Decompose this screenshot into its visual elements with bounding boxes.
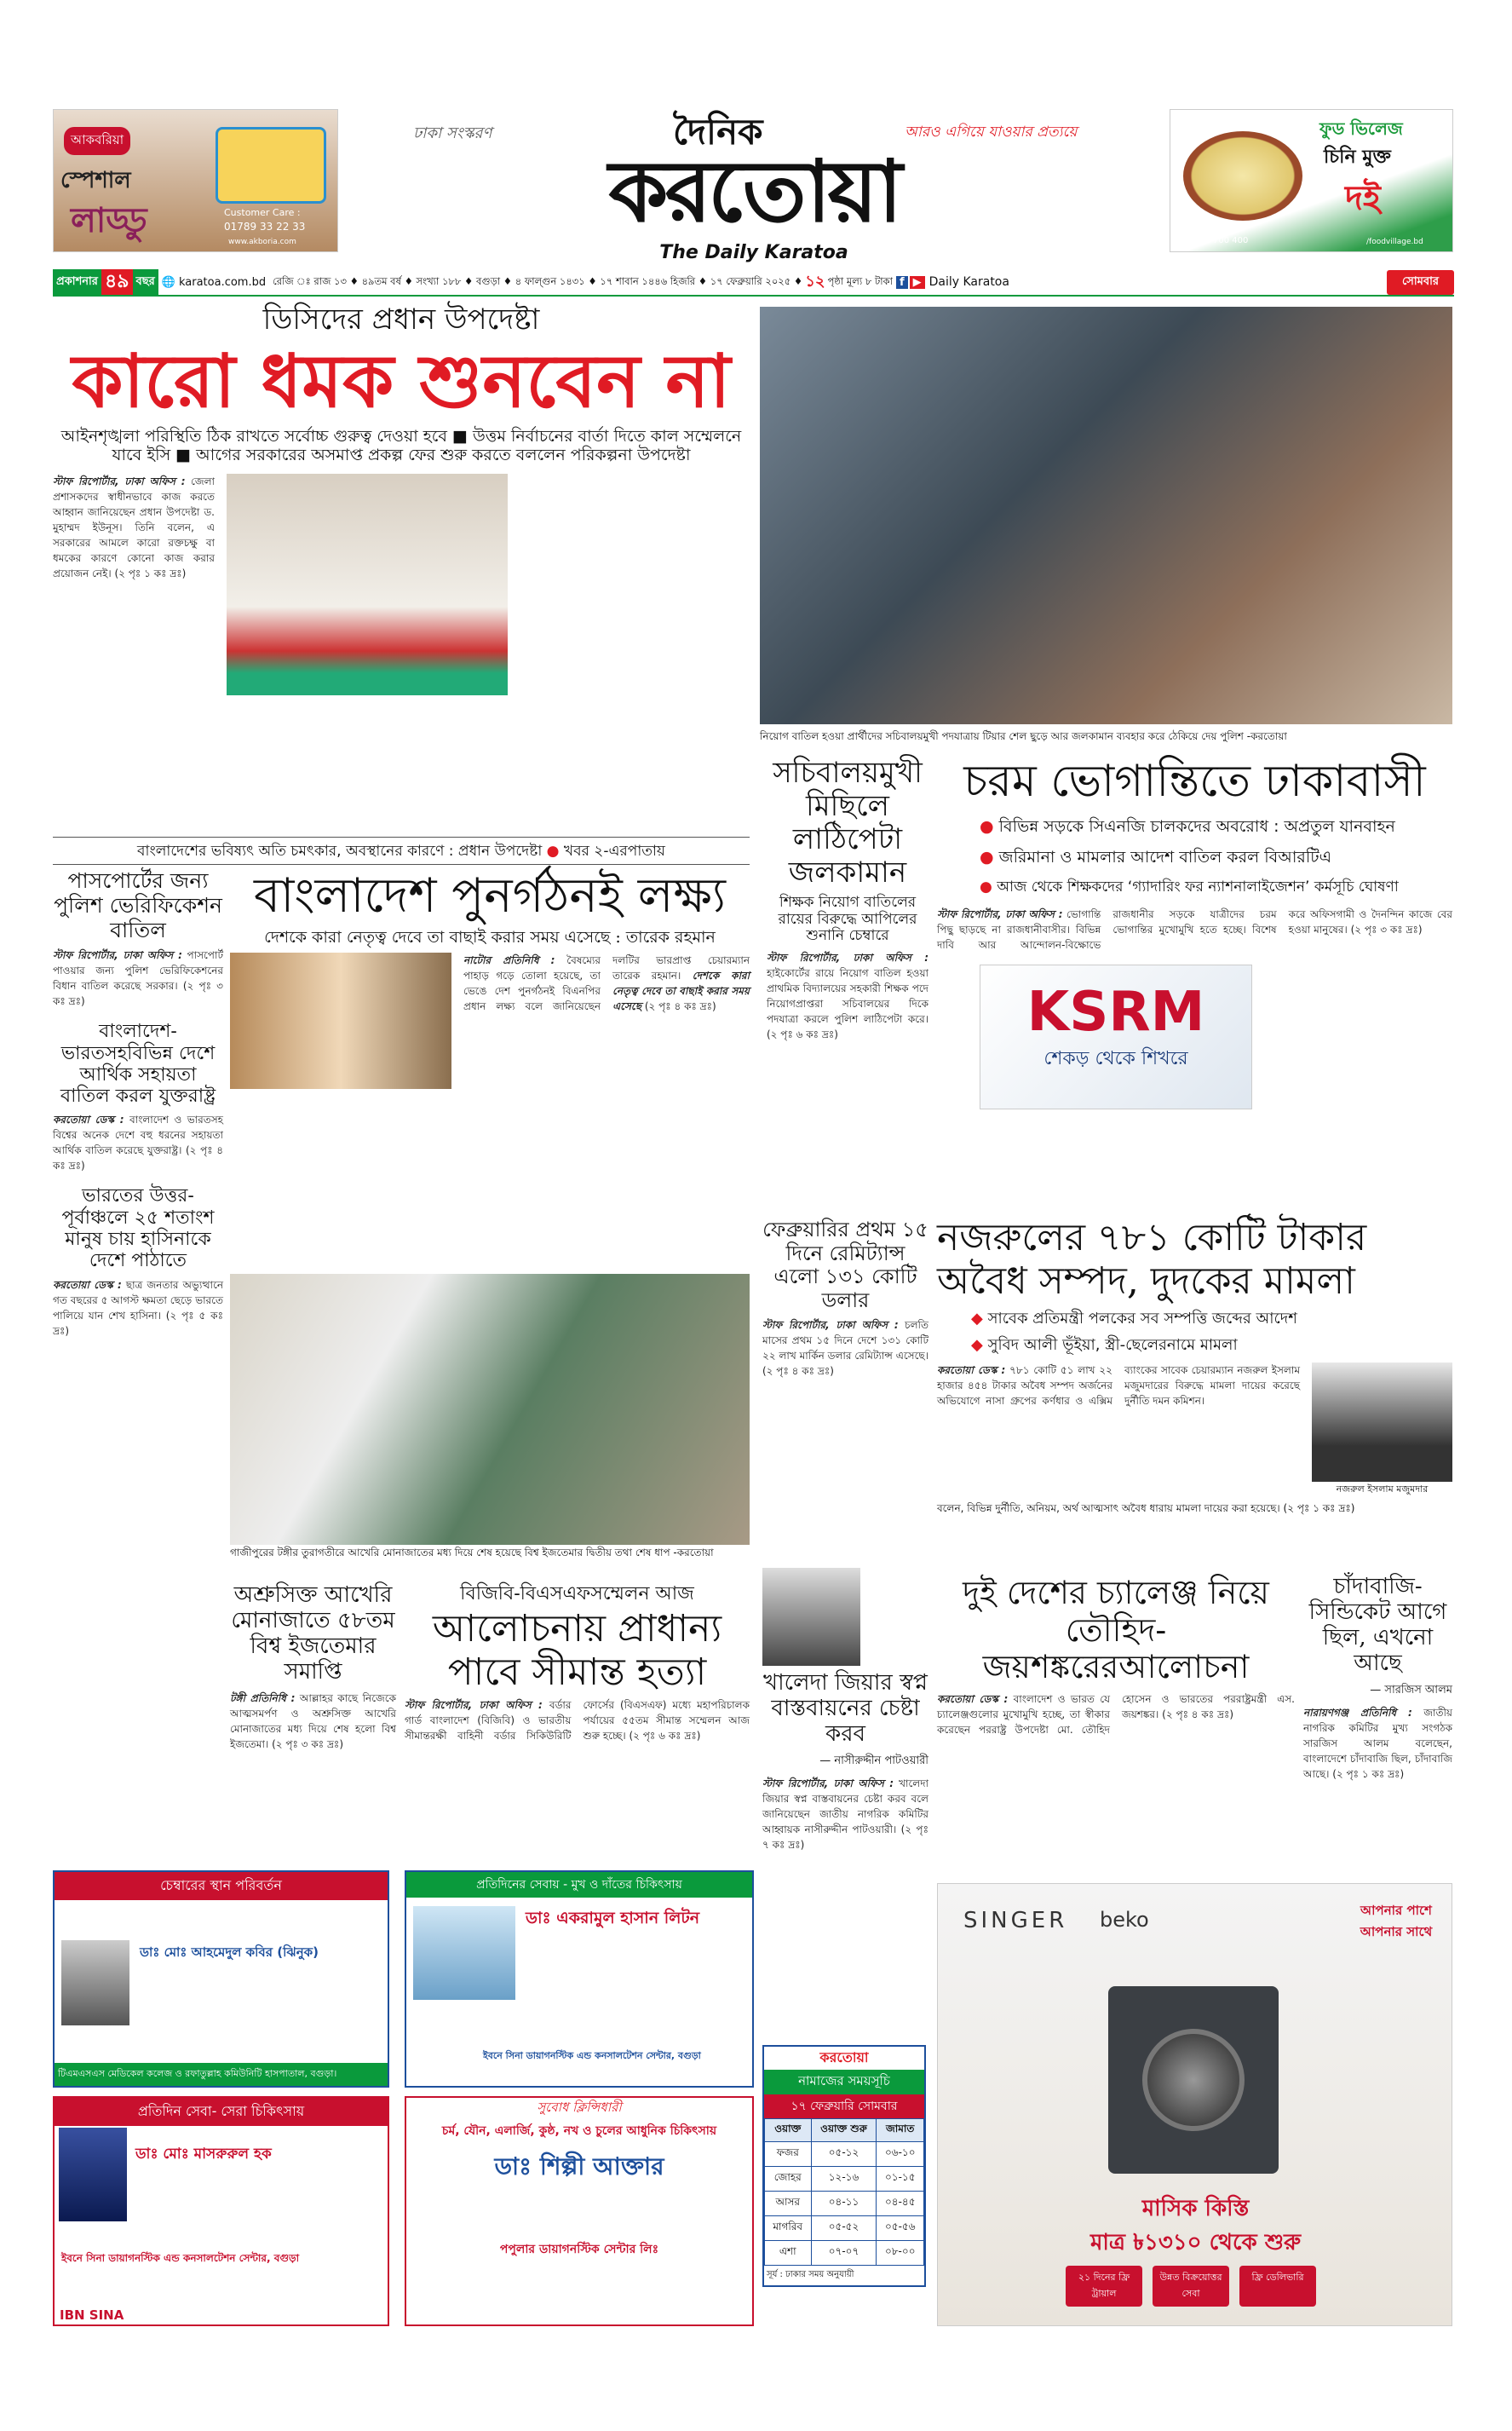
ad-care: Customer Care (1183, 224, 1241, 233)
story-text: খালেদা জিয়ার স্বপ্ন বাস্তবায়নের চেষ্টা করব বলে জানিয়েছেন জাতীয় নাগরিক কমিটির আহ্বায়ক নাসীরুদ্দীন পাটওয়ারী। (762, 1777, 928, 1835)
nazrul-story (937, 1217, 1452, 1518)
story-text: ভোগান্তি পিছু ছাড়ছে না রাজধানীবাসীর। বিভিন্ন দাবি আর আন্দোলন-বিক্ষোভে রাজধানীর সড়কে যাত্রীদের চরম ভোগান্তির মুখোমুখি হতে হচ্ছে। বিশেষ করে অফিসগামী ও দৈনন্দিন কাজে বের হওয়া মানুষের। (937, 907, 1452, 951)
story-text: বলেন, বিভিন্ন দুর্নীতি, অনিয়ম, অর্থ আত্মসাৎ অবৈধ ধারায় মামলা দায়ের করা হয়েছে। (937, 1502, 1280, 1515)
ad-care: Customer Care : (224, 207, 301, 218)
ksrm-tagline: শেকড় থেকে শিখরে (1043, 1047, 1188, 1069)
prayer-cell: ০৭-০৭ (811, 2241, 877, 2266)
beko-logo: beko (1100, 1908, 1149, 1932)
prayer-times (762, 2045, 926, 2287)
continued: (২ পৃঃ ৪ কঃ দ্রঃ) (1162, 1708, 1234, 1721)
byline: করতোয়া ডেস্ক : (53, 1278, 122, 1291)
khaleda-body (762, 1776, 928, 1852)
ad-brand: ফুড ভিলেজ (1319, 118, 1403, 139)
bgb-kicker: বিজিবি-বিএসএফসম্মেলন আজ (460, 1583, 694, 1604)
prayer-title: নামাজের সময়সূচি (764, 2070, 924, 2094)
aid-headline: বাংলাদেশ-ভারতসহবিভিন্ন দেশে আর্থিক সহায়তা বাতিল করল যুক্তরাষ্ট্র (60, 1021, 216, 1108)
prayer-cell: ০৪-১১ (811, 2192, 877, 2216)
khaleda-story (762, 1568, 928, 1852)
ad-title: চর্ম, যৌন, এলার্জি, কুষ্ঠ, নখ ও চুলের আধুনিক চিকিৎসায় (441, 2124, 717, 2138)
twocountry-story (937, 1575, 1295, 1737)
dhaka-bullets (937, 811, 1452, 903)
prayer-note: সূর্য : ঢাকার সময় অনুযায়ী (767, 2270, 854, 2279)
nazrul-photo-label: নজরুল ইসলাম মজুমদার (1336, 1483, 1429, 1495)
ad-doctor-kabir[interactable] (53, 1870, 389, 2088)
left-column (53, 869, 223, 1339)
twocountry-headline: দুই দেশের চ্যালেঞ্জ নিয়ে তৌহিদ-জয়শঙ্করেরআলোচনা (963, 1574, 1269, 1686)
continued: (২ পৃঃ ৩ কঃ দ্রঃ) (1350, 923, 1423, 936)
globe-icon: 🌐 (161, 275, 175, 289)
website-link[interactable]: karatoa.com.bd (178, 275, 267, 289)
byline: নাটোর প্রতিনিধি : (463, 954, 555, 967)
prayer-date: ১৭ ফেব্রুয়ারি সোমবার (764, 2094, 924, 2118)
continued: (২ পৃঃ ১ কঃ দ্রঃ) (1283, 1502, 1355, 1515)
tarek-story (230, 869, 750, 1089)
photo-caption: নিয়োগ বাতিল হওয়া প্রার্থীদের সচিবালয়মুখী পদযাত্রায় টিয়ার শেল ছুড়ে আর জলকামান ব্যবহার করে ঠেকিয়ে দেয় পুলিশ -করতোয়া (760, 730, 1287, 742)
chada-story (1303, 1575, 1452, 1782)
badge: ফ্রি ডেলিভারি (1239, 2266, 1316, 2307)
story-text: ৭৮১ কোটি ৫১ লাখ ২২ হাজার ৪৫৪ টাকার অবৈধ সম্পদ অর্জনের অভিযোগে নাসা গ্রুপের কর্ণধার ও এক্সিম ব্যাংকের সাবেক চেয়ারম্যান নজরুল ইসলাম মজুমদারের বিরুদ্ধে মামলা দায়ের করেছে দুর্নীতি দমন কমিশন। (937, 1364, 1300, 1408)
bullet: ◆ সাবেক প্রতিমন্ত্রী পলকের সব সম্পত্তি জব্দের আদেশ (971, 1306, 1452, 1333)
bullet: ◆ সুবিদ আলী ভূঁইয়া, স্ত্রী-ছেলেরনামে মামলা (971, 1333, 1452, 1359)
continued: (২ পৃঃ ৪ কঃ দ্রঃ) (644, 1000, 716, 1013)
nazrul-body (937, 1362, 1300, 1498)
info-pre: প্রকাশনার (53, 269, 101, 297)
singer-logo: SINGER (963, 1908, 1068, 1933)
khaleda-photo (762, 1568, 860, 1666)
ad-skin[interactable] (405, 2096, 754, 2326)
prayer-header: ওয়াক্ত (765, 2119, 812, 2142)
ad-phone: 01770 700 400 (1183, 236, 1249, 245)
ad-phone: 01789 33 22 33 (224, 221, 306, 233)
social-handle: Daily Karatoa (928, 275, 1009, 289)
nazrul-headline: নজরুলের ৭৮১ কোটি টাকার অবৈধ সম্পদ, দুদকের মামলা (937, 1216, 1367, 1303)
bgb-body (405, 1697, 750, 1743)
lead-photo (760, 307, 1452, 724)
byline: স্টাফ রিপোর্টার, ঢাকা অফিস : (405, 1699, 543, 1712)
center: ইবনে সিনা ডায়াগনস্টিক এন্ড কনসালটেশন সেন্টার, বগুড়া (483, 2050, 701, 2061)
washing-machine (1108, 1986, 1279, 2174)
ad-title: দই (1345, 179, 1381, 218)
product-image (216, 127, 326, 204)
story-text: বৈষম্যের পাহাড় গড়ে তোলা হয়েছে, তা ভেঙে দেশ পুনর্গঠনই বিএনপির প্রধান লক্ষ্য বলে জানিয়েছেন দলটির ভারপ্রাপ্ত চেয়ারম্যান তারেক রহমান। (463, 954, 750, 1013)
info-bar (53, 269, 1454, 297)
masthead-dainik: দৈনিক (673, 111, 763, 153)
chada-by: — সারজিস আলম (1370, 1683, 1452, 1697)
strip-more[interactable]: খবর ২-এরপাতায় (563, 843, 665, 860)
continued: (২ পৃঃ ৬ কঃ দ্রঃ) (767, 1028, 838, 1041)
offer-badges (1066, 2266, 1316, 2307)
doctor-name: ডাঃ মোঃ মাসরুরুল হক (135, 2146, 272, 2163)
tarek-sub: দেশকে কারা নেতৃত্ব দেবে তা বাছাই করার সময় এসেছে : তারেক রহমান (264, 928, 716, 948)
ad-banner: সুবোধ ক্লিন্সিধারী (537, 2100, 622, 2115)
masthead-logo: করতোয়া (608, 141, 900, 241)
prayer-cell: ০৫-৫৬ (877, 2216, 924, 2241)
prayer-row (765, 2216, 924, 2241)
prayer-table (764, 2118, 924, 2266)
slogan: আরও এগিয়ে যাওয়ার প্রত্যয়ে (905, 124, 1078, 141)
story-text: পাসপোর্ট পাওয়ার জন্য পুলিশ ভেরিফিকেশনের বিধান বাতিল করেছে সরকার। (53, 949, 223, 993)
byline: স্টাফ রিপোর্টার, ঢাকা অফিস : (762, 1777, 894, 1789)
center: ইবনে সিনা ডায়াগনস্টিক এন্ড কনসালটেশন সেন্টার, বগুড়া (61, 2252, 300, 2264)
doctor-name: ডাঃ শিল্পী আক্তার (494, 2152, 664, 2180)
continued: (২ পৃঃ ৪ কঃ দ্রঃ) (53, 1144, 223, 1172)
badge: উন্নত বিক্রয়োত্তর সেবা (1153, 2266, 1229, 2307)
doctor-name: ডাঃ মোঃ আহমেদুল কবির (ঝিনুক) (140, 1944, 319, 1960)
hasina-headline: ভারতের উত্তর-পূর্বাঞ্চলে ২৫ শতাংশ মানুষ চায় হাসিনাকে দেশে পাঠাতে (61, 1185, 215, 1272)
continued: (২ পৃঃ ৩ কঃ দ্রঃ) (53, 980, 223, 1008)
story-text: বাংলাদেশ ও ভারতসহ বিশ্বের অনেক দেশে বহু ধরনের সহায়তা আর্থিক বাতিল করেছে যুক্তরাষ্ট্র। (53, 1114, 223, 1157)
lead-kicker: ডিসিদের প্রধান উপদেষ্টা (262, 302, 540, 337)
weekday: সোমবার (1387, 270, 1454, 295)
dhaka-story (937, 757, 1452, 1109)
byline: স্টাফ রিপোর্টার, ঢাকা অফিস : (53, 949, 182, 962)
ad-tag: আপনার পাশে আপনার সাথে (1360, 1903, 1433, 1939)
edition: ঢাকা সংস্করণ (413, 124, 492, 142)
byline: স্টাফ রিপোর্টার, ঢাকা অফিস : (937, 907, 1063, 920)
story-text: হাইকোর্টের রায়ে নিয়োগ বাতিল হওয়া প্রাথমিক বিদ্যালয়ের সহকারী শিক্ষক পদে নিয়োগপ্রাপ্তরা সচিবালয়ের দিকে পদযাত্রা করলে পুলিশ লাঠিপেটা করে। (767, 967, 928, 1026)
story-text: আল্লাহর কাছে নিজেকে আত্মসমর্পণ ও অশ্রুসিক্ত আখেরি মোনাজাতের মধ্য দিয়ে শেষ হলো বিশ্ব ইজতেমা। (230, 1691, 396, 1750)
ad-photo (59, 2128, 127, 2221)
offer-title: মাসিক কিস্তি (1141, 2196, 1250, 2221)
news-strip: বাংলাদেশের ভবিষ্যৎ অতি চমৎকার, অবস্থানের কারণে : প্রধান উপদেষ্টা ● খবর ২-এরপাতায় (137, 843, 665, 860)
center: পপুলার ডায়াগনস্টিক সেন্টার লিঃ (499, 2243, 659, 2256)
chada-headline: চাঁদাবাজি-সিন্ডিকেট আগে ছিল, এখনো আছে (1308, 1574, 1447, 1676)
prayer-cell: মাগরিব (765, 2216, 812, 2241)
sachibalay-body (767, 950, 928, 1042)
story-text: চলতি মাসের প্রথম ১৫ দিনে দেশে ১৩১ কোটি ২২ লাখ মার্কিন ডলার রেমিট্যান্স এসেছে। (762, 1319, 928, 1362)
continued: (২ পৃঃ ৭ কঃ দ্রঃ) (762, 1823, 928, 1851)
ksrm-ad[interactable] (980, 965, 1252, 1109)
continued: (২ পৃঃ ৬ কঃ দ্রঃ) (629, 1730, 701, 1743)
khaleda-headline: খালেদা জিয়ার স্বপ্ন বাস্তবায়নের চেষ্টা করব (763, 1670, 928, 1747)
masthead-english: The Daily Karatoa (409, 242, 1099, 263)
prayer-cell: আসর (765, 2192, 812, 2216)
ad-title: লাড্ডু (71, 201, 147, 240)
remit-story (762, 1218, 928, 1379)
nazrul-bullets (937, 1306, 1452, 1359)
twocountry-body (937, 1691, 1295, 1737)
ijtema-headline: অশ্রুসিক্ত আখেরি মোনাজাতে ৫৮তম বিশ্ব ইজতেমার সমাপ্তি (231, 1582, 395, 1685)
bgb-headline: আলোচনায় প্রাধান্য পাবে সীমান্ত হত্যা (432, 1607, 722, 1694)
ijtema-caption: গাজীপুরের টঙ্গীর তুরাগতীরে আখেরি মোনাজাতের মধ্য দিয়ে শেষ হয়েছে বিশ্ব ইজতেমার দ্বিতীয় তথা শেষ ধাপ -করতোয়া (230, 1547, 714, 1558)
prayer-cell: এশা (765, 2241, 812, 2266)
lead-headline: কারো ধমক শুনবেন না (72, 338, 731, 425)
prayer-header: ওয়াক্ত শুরু (811, 2119, 877, 2142)
byline: স্টাফ রিপোর্টার, ঢাকা অফিস : (53, 475, 186, 487)
ad-fb: /foodvillage.bd (1366, 238, 1423, 246)
tarek-photo (230, 953, 451, 1089)
prayer-header: জামাত (877, 2119, 924, 2142)
nazrul-photo-block (1312, 1362, 1452, 1498)
info-post: বছর (133, 269, 158, 297)
story-text: জাতীয় নাগরিক কমিটির মুখ্য সংগঠক সারজিস আলম বলেছেন, বাংলাদেশে চাঁদাবাজি ছিল, চাঁদাবাজি আছে। (1303, 1706, 1452, 1780)
ijtema-body (230, 1691, 396, 1752)
offer-price: মাত্র ৳১৩১০ থেকে শুরু (1089, 2230, 1302, 2255)
prayer-row (765, 2167, 924, 2192)
story-text: জেলা প্রশাসকদের স্বাধীনভাবে কাজ করতে আহ্বান জানিয়েছেন প্রধান উপদেষ্টা ড. মুহাম্মদ ইউনূস। তিনি বলেন, এ সরকারের আমলে কারো রক্তচক্ষু বা ধমকের কারণে কোনো কাজ করার প্রয়োজন নেই। (53, 475, 215, 579)
story-text: বর্ডার গার্ড বাংলাদেশ (বিজিবি) ও ভারতীয় সীমান্তরক্ষী বাহিনী বর্ডার সিকিউরিটি ফোর্সের (বিএসএফ) মধ্যে মহাপরিচালক পর্যায়ের ৫৫তম সীমান্ত সম্মেলন আজ শুরু হচ্ছে। (405, 1699, 750, 1743)
price: পৃষ্ঠা মূল্য ৮ টাকা (827, 274, 893, 287)
prayer-cell: জোহর (765, 2167, 812, 2192)
remit-body (762, 1317, 928, 1379)
ad-banner: প্রতিদিনের সেবায় - মুখ ও দাঁতের চিকিৎসায় (406, 1872, 752, 1898)
ksrm-logo: KSRM (1026, 980, 1205, 1044)
ad-title: চিনি মুক্ত (1324, 147, 1391, 168)
dhaka-body (937, 907, 1452, 953)
continued: (২ পৃঃ ১ কঃ দ্রঃ) (1332, 1767, 1405, 1780)
product-image (1183, 131, 1302, 221)
ad-web: www.akboria.com (228, 238, 296, 246)
lead-subheadline: আইনশৃঙ্খলা পরিস্থিতি ঠিক রাখতে সর্বোচ্চ গুরুত্ব দেওয়া হবে ■ উত্তম নির্বাচনের বার্তা দিতে কাল সম্মেলনে যাবে ইসি ■ আগের সরকারের অসমাপ্ত প্রকল্প ফের শুরু করতে বললেন পরিকল্পনা উপদেষ্টা (60, 426, 742, 464)
byline: স্টাফ রিপোর্টার, ঢাকা অফিস : (767, 952, 928, 965)
hospital: টিএমএসএস মেডিকেল কলেজ ও রফাতুল্লাহ কমিউনিটি হাসপাতাল, বগুড়া। (55, 2063, 388, 2086)
facebook-icon[interactable]: f (896, 276, 908, 289)
continued: (২ পৃঃ ৪ কঃ দ্রঃ) (762, 1365, 834, 1378)
prayer-cell: ১২-১৬ (811, 2167, 877, 2192)
ad-dental[interactable] (405, 1870, 754, 2088)
byline: নারায়ণগঞ্জ প্রতিনিধি : (1303, 1706, 1412, 1719)
ad-doctor-masrur[interactable] (53, 2096, 389, 2326)
ad-brand: আকবরিয়া (64, 127, 130, 155)
byline: করতোয়া ডেস্ক : (937, 1693, 1009, 1706)
ad-banner: চেম্বারের স্থান পরিবর্তন (55, 1872, 388, 1900)
lead-story (53, 303, 750, 695)
prayer-row (765, 2192, 924, 2216)
story-text: বাংলাদেশ ও ভারত যে চ্যালেঞ্জগুলোর মুখোমুখি হচ্ছে, তা স্বীকার করেছেন পররাষ্ট্র উপদেষ্টা মো. তৌহিদ হোসেন ও ভারতের পররাষ্ট্রমন্ত্রী এস. জয়শঙ্কর। (937, 1693, 1295, 1737)
sachibalay-headline: সচিবালয়মুখী মিছিলে লাঠিপেটা জলকামান (773, 756, 923, 890)
prayer-brand: করতোয়া (819, 2049, 869, 2065)
continued: (২ পৃঃ ৩ কঃ দ্রঃ) (272, 1737, 344, 1750)
ijtema-photo (230, 1274, 750, 1545)
khaleda-by: — নাসীরুদ্দীন পাটওয়ারী (819, 1754, 928, 1767)
byline: করতোয়া ডেস্ক : (53, 1114, 124, 1126)
byline: স্টাফ রিপোর্টার, ঢাকা অফিস : (762, 1319, 899, 1332)
pull-quote: দেশকে কারা নেতৃত্ব দেবে তা বাছাই করার সময় এসেছে (612, 970, 750, 1013)
prayer-cell: ০৬-১০ (877, 2142, 924, 2167)
byline: করতোয়া ডেস্ক : (937, 1364, 1006, 1377)
bullet: ● জরিমানা ও মামলার আদেশ বাতিল করল বিআরটিএ (980, 845, 1452, 873)
prayer-row (765, 2142, 924, 2167)
story-text: ছাত্র জনতার অভ্যুত্থানে গত বছরের ৫ আগস্ট ক্ষমতা ছেড়ে ভারতে পালিয়ে যান শেখ হাসিনা। (53, 1278, 223, 1322)
nazrul-tail (937, 1501, 1452, 1518)
byline: টঙ্গী প্রতিনিধি : (230, 1691, 296, 1704)
remit-headline: ফেব্রুয়ারির প্রথম ১৫ দিনে রেমিট্যান্স এলো ১৩১ কোটি ডলার (762, 1218, 928, 1312)
prayer-cell: ফজর (765, 2142, 812, 2167)
sachibalay-sub: শিক্ষক নিয়োগ বাতিলের রায়ের বিরুদ্ধে আপিলের শুনানি চেম্বারে (778, 894, 917, 945)
bullet: ● আজ থেকে শিক্ষকদের ‘গ্যাদারিং ফর ন্যাশনালাইজেশন’ কর্মসূচি ঘোষণা (980, 876, 1452, 900)
prayer-cell: ০৪-৪৫ (877, 2192, 924, 2216)
lead-body (53, 474, 215, 695)
ad-doi[interactable] (1170, 109, 1453, 252)
ad-banner: প্রতিদিন সেবা- সেরা চিকিৎসায় (55, 2098, 388, 2126)
tarek-headline: বাংলাদেশ পুনর্গঠনই লক্ষ্য (253, 868, 727, 924)
tarek-body (463, 953, 750, 1089)
info-years: ৪৯ (101, 269, 133, 297)
page-count: ১২ (805, 272, 825, 291)
ad-singer[interactable] (937, 1883, 1452, 2326)
continued: (২ পৃঃ ১ কঃ দ্রঃ) (114, 567, 187, 579)
lead-inset-photo (227, 474, 508, 695)
prayer-cell: ০৮-০০ (877, 2241, 924, 2266)
badge: ২১ দিনের ফ্রি ট্রায়াল (1066, 2266, 1142, 2307)
strip-text: বাংলাদেশের ভবিষ্যৎ অতি চমৎকার, অবস্থানের কারণে : প্রধান উপদেষ্টা (137, 843, 543, 860)
passport-headline: পাসপোর্টের জন্য পুলিশ ভেরিফিকেশন বাতিল (54, 868, 222, 942)
prayer-cell: ০৫-১২ (811, 2142, 877, 2167)
ad-title: স্পেশাল (60, 168, 131, 193)
prayer-cell: ০৫-৫২ (811, 2216, 877, 2241)
issue-details: রেজি ঃ রাজ ১৩ ♦ ৪৯তম বর্ষ ♦ সংখ্যা ১৮৮ ♦ বগুড়া ♦ ৪ ফাল্গুন ১৪৩১ ♦ ১৭ শাবান ১৪৪৬ হিজরি ♦ ১৭ ফেব্রুয়ারি ২০২৫ ♦ (273, 274, 803, 287)
chada-body (1303, 1705, 1452, 1782)
continued: (২ পৃঃ ৫ কঃ দ্রঃ) (53, 1309, 223, 1337)
ijtema-story (230, 1583, 396, 1752)
ad-laddu[interactable] (53, 109, 338, 252)
prayer-cell: ০১-১৫ (877, 2167, 924, 2192)
bullet: ● বিভিন্ন সড়কে সিএনজি চালকদের অবরোধ : অপ্রতুল যানবাহন (980, 815, 1452, 842)
nazrul-photo (1312, 1362, 1452, 1482)
bgb-story (405, 1583, 750, 1743)
youtube-icon[interactable]: ▶ (910, 276, 925, 289)
ad-photo (413, 1906, 515, 2000)
dhaka-headline: চরম ভোগান্তিতে ঢাকাবাসী (963, 756, 1426, 807)
doctor-name: ডাঃ একরামুল হাসান লিটন (526, 1909, 700, 1927)
sachibalay-story (767, 757, 928, 1042)
brand: IBN SINA (60, 2307, 124, 2323)
doctor-photo (61, 1940, 129, 2025)
prayer-row (765, 2241, 924, 2266)
